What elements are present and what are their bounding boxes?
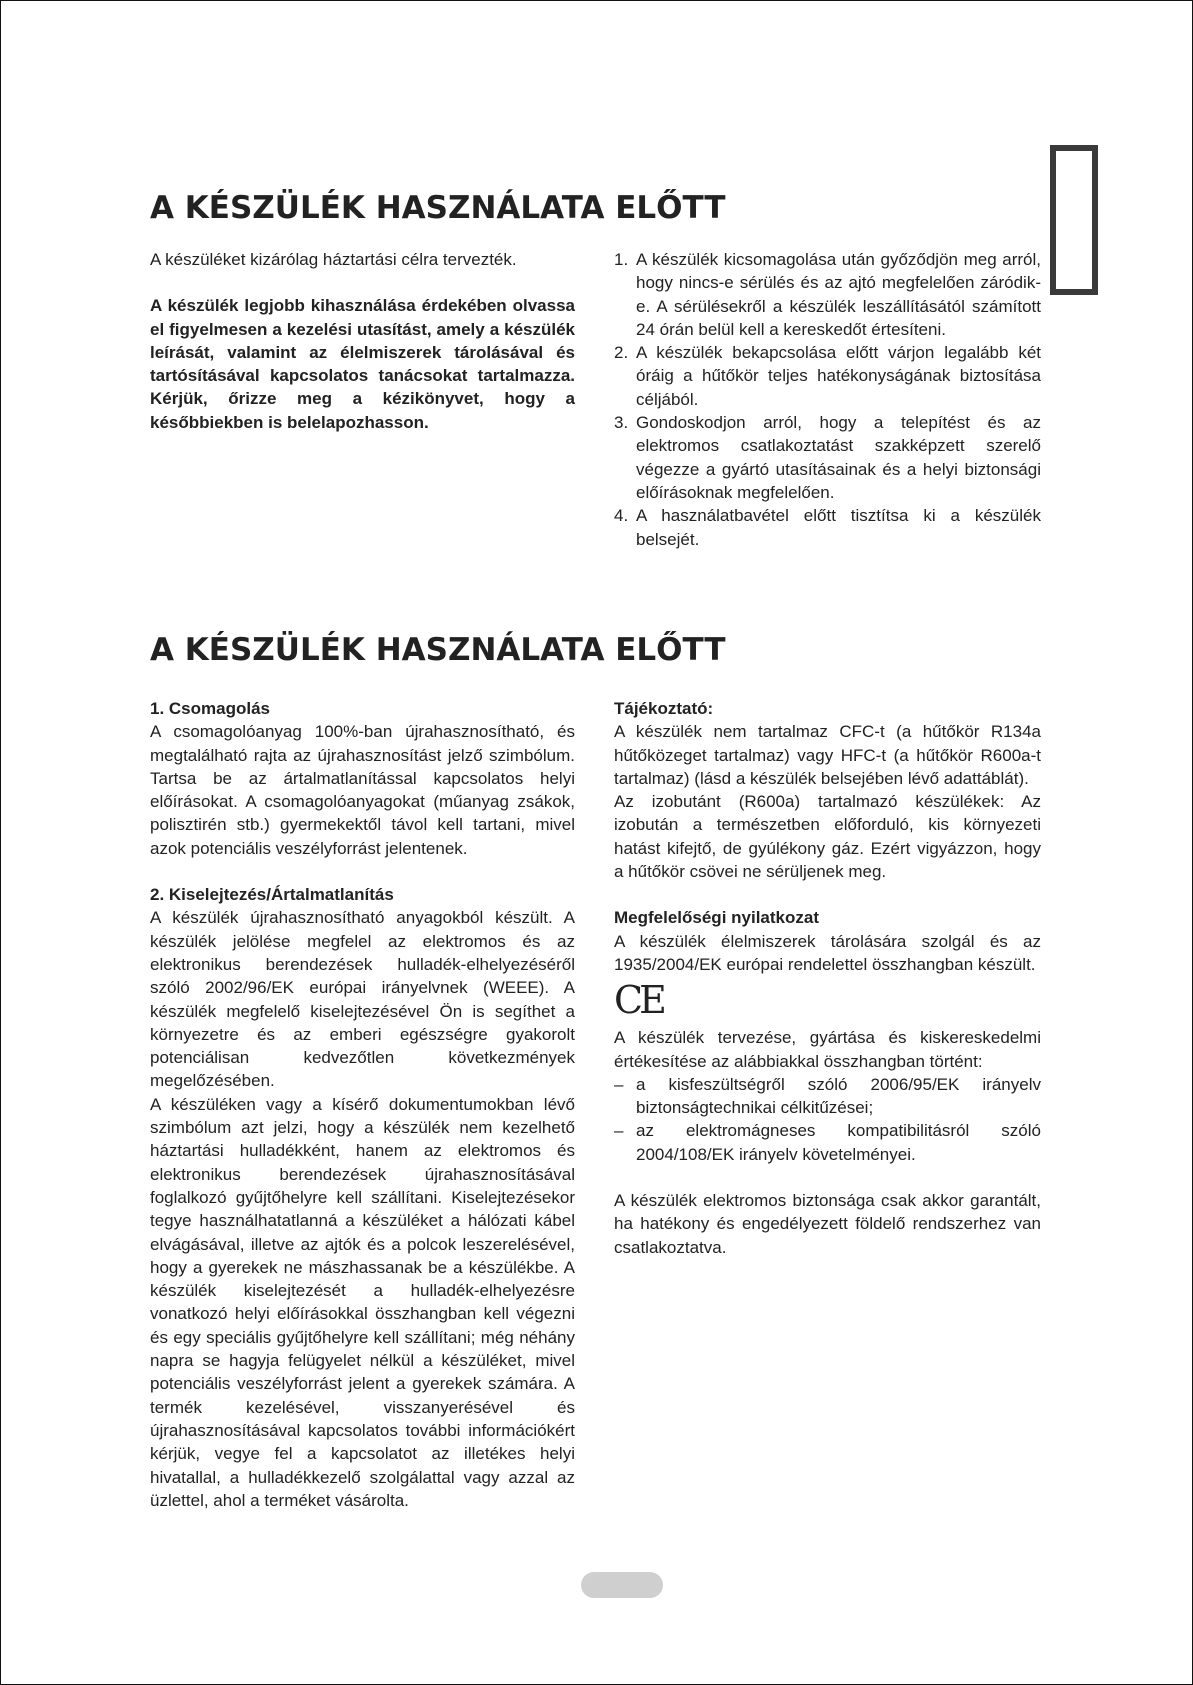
intro-text: A készüléket kizárólag háztartási célra tervezték. [150,250,517,269]
packaging-heading: 1. Csomagolás [150,699,270,718]
ce-mark-icon: CE [614,978,663,1023]
list-item: 2. A készülék bekapcsolása előtt várjon legalább két óráig a hűtőkör teljes hatékonyságának biztosítása céljából. [614,343,1041,409]
section-1-right-column [614,248,1041,551]
list-item: 4. A használatbavétel előtt tisztítsa ki a készülék belsejét. [614,506,1041,549]
section-tab-inner [1056,151,1092,289]
section-tab-marker [1050,145,1098,295]
section-2-right-column [614,697,1041,1259]
list-item: – az elektromágneses kompatibilitásról szóló 2004/108/EK irányelv követelményei. [614,1121,1041,1164]
page-number-pill [581,1572,663,1598]
conformity-heading: Megfelelőségi nyilatkozat [614,908,819,928]
list-item: 1. A készülék kicsomagolása után győződjön meg arról, hogy nincs-e sérülés és az ajtó megfelelően záródik-e. A sérülésekről a készülék leszállításától számított 24 órán belül kell a kereskedőt értesíteni. [614,250,1041,339]
info-paragraph-2: Az izobutánt (R600a) tartalmazó készülékek: Az izobután a természetben előforduló, kis környezeti hatást kifejtő, de gyúlékony gáz. Ezért vigyázzon, hogy a hűtőkör csövei ne sérüljenek meg. [614,792,1041,882]
section-2-title: A KÉSZÜLÉK HASZNÁLATA ELŐTT [150,632,726,668]
section-1-title: A KÉSZÜLÉK HASZNÁLATA ELŐTT [150,190,726,226]
info-paragraph-1: A készülék nem tartalmaz CFC-t (a hűtőkör R134a hűtőközeget tartalmaz) vagy HFC-t (a hűtőkör R600a-t tartalmaz) (lásd a készülék belsejében lévő adattáblát). [614,722,1041,788]
info-heading: Tájékoztató: [614,699,714,718]
disposal-paragraph-2: A készüléken vagy a kísérő dokumentumokban lévő szimbólum azt jelzi, hogy a készülék nem kezelhető háztartási hulladékként, hanem az elektromos és elektronikus berendezések újrahasznosításával foglalkozó gyűjtőhelyre kell szállítani. Kiselejtezésekor tegye használhatatlanná a készüléket a hálózati kábel elvágásával, illetve az ajtók és a polcok leszerelésével, hogy a gyerekek ne mászhassanak be a készülékbe. A készülék kiselejtezését a hulladék-elhelyezésre vonatkozó helyi előírásokkal összhangban kell végezni és egy speciális gyűjtőhelyre kell szállítani; még néhány napra se hagyja felügyelet nélkül a készüléket, mivel potenciális veszélyforrást jelent a gyerekek számára. A termék kezelésével, visszanyerésével és újrahasznosításával kapcsolatos további információkért kérjük, vegye fel a kapcsolatot az illetékes helyi hivatallal, a hulladékkezelő szolgálattal vagy azzal az üzlettel, ahol a terméket vásárolta. [150,1094,575,1510]
preparation-steps-list [614,248,1041,551]
disposal-paragraph-1: A készülék újrahasznosítható anyagokból készült. A készülék jelölése megfelel az elektromos és az elektronikus berendezések hulladék-elhelyezéséről szóló 2002/96/EK európai irányelvnek (WEEE). A készülék megfelelő kiselejtezésével Ön is segíthet a környezetre és az emberi egészségre gyakorolt potenciálisan kedvezőtlen következmények megelőzésében. [150,908,575,1091]
section-1-left-column [150,248,575,434]
electrical-safety-paragraph: A készülék elektromos biztonsága csak akkor garantált, ha hatékony és engedélyezett földelő rendszerhez van csatlakoztatva. [614,1191,1041,1257]
packaging-text: A csomagolóanyag 100%-ban újrahasznosítható, és megtalálható rajta az újrahasznosítást jelző szimbólum. Tartsa be az ártalmatlanítással kapcsolatos helyi előírásokat. A csomagolóanyagokat (műanyag zsákok, polisztirén stb.) gyermekektől távol kell tartani, mivel azok potenciális veszélyforrást jelentenek. [150,722,575,858]
section-2-left-column [150,697,575,1512]
conformity-paragraph-1: A készülék élelmiszerek tárolására szolgál és az 1935/2004/EK európai rendelettel összhangban készült. [614,931,1041,974]
list-item: 3. Gondoskodjon arról, hogy a telepítést és az elektromos csatlakoztatást szakképzett szerelő végezze a gyártó utasításainak és a helyi biztonsági előírásoknak megfelelően. [614,413,1041,502]
conformity-paragraph-2: A készülék tervezése, gyártása és kiskereskedelmi értékesítése az alábbiakkal összhangban történt: [614,1028,1041,1071]
read-instructions-notice: A készülék legjobb kihasználása érdekében olvassa el figyelmesen a kezelési utasítást, amely a készülék leírását, valamint az élelmiszerek tárolásával és tartósításával kapcsolatos tanácsokat tartalmazza. Kérjük, őrizze meg a kézikönyvet, hogy a későbbiekben is belelapozhasson. [150,296,575,432]
list-item: – a kisfeszültségről szóló 2006/95/EK irányelv biztonságtechnikai célkitűzései; [614,1074,1041,1118]
disposal-heading: 2. Kiselejtezés/Ártalmatlanítás [150,885,394,905]
directives-list [614,1073,1041,1166]
